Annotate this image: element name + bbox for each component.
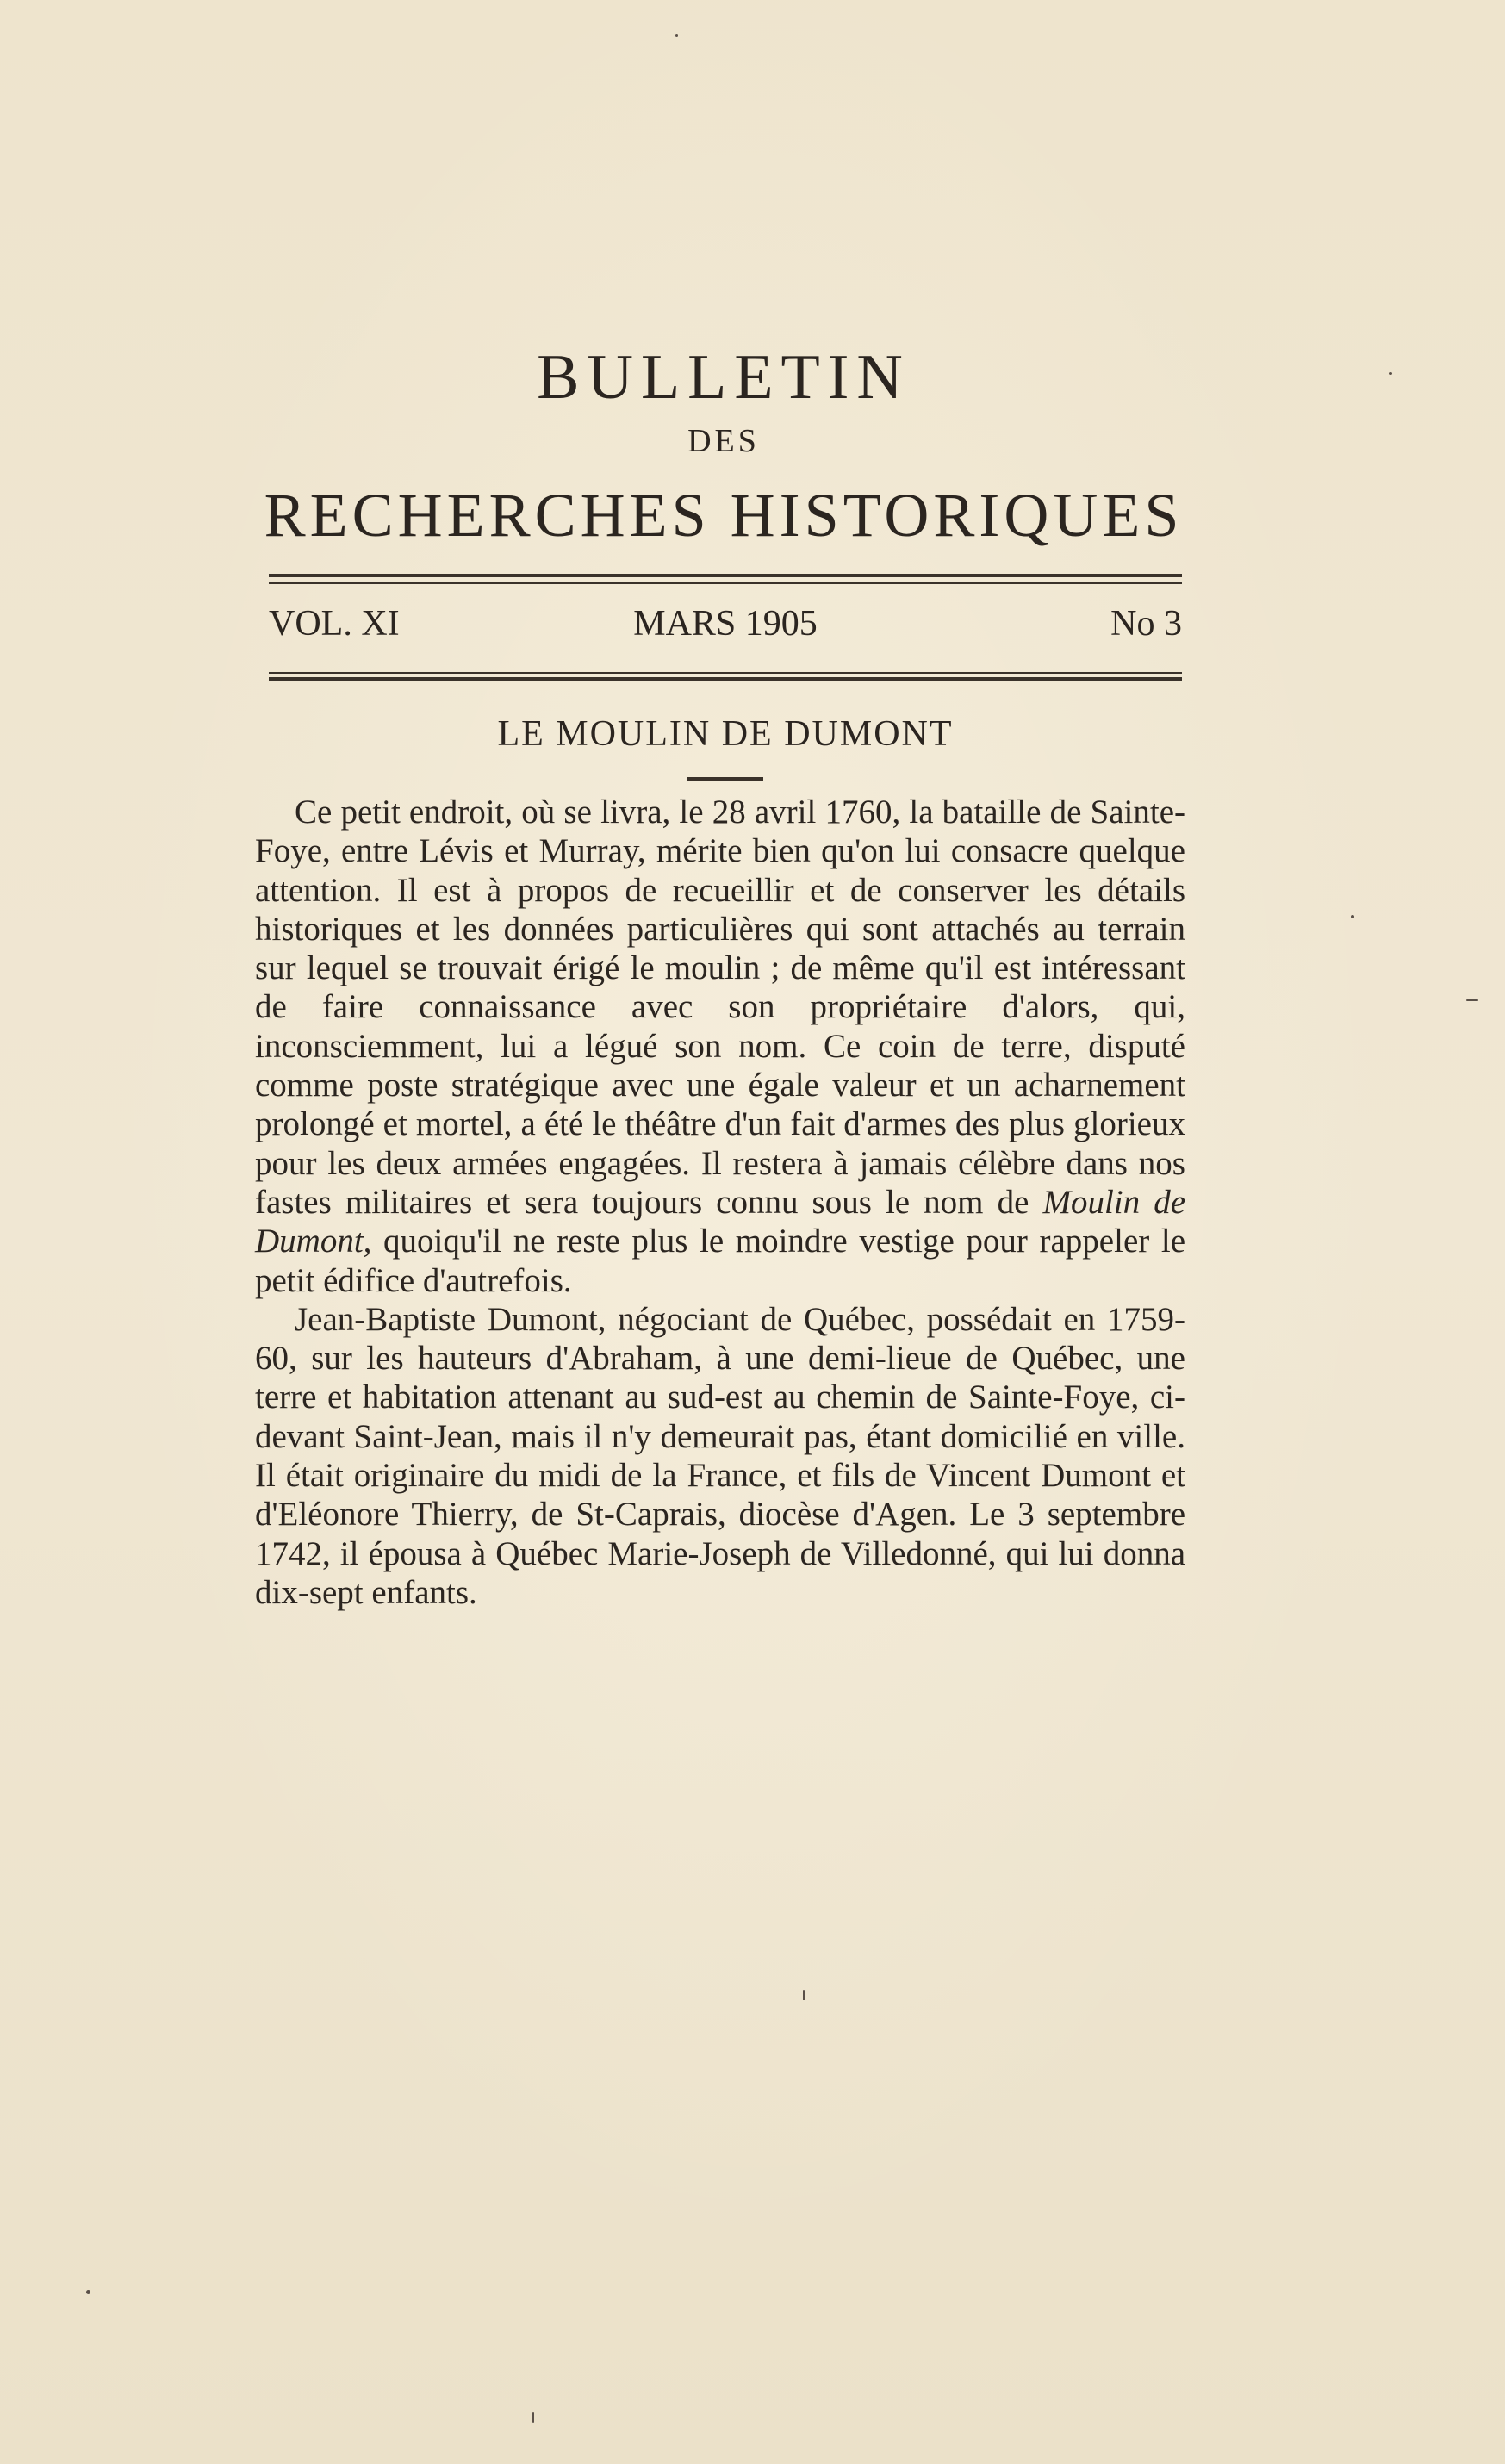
paper-speck: [1466, 999, 1478, 1001]
top-double-rule-thick: [269, 574, 1182, 577]
journal-title: BULLETIN: [537, 342, 911, 413]
article-body: [255, 793, 1185, 1612]
issue-info-line: [269, 598, 1182, 650]
volume-label: VOL. XI: [269, 604, 400, 644]
paper-speck: [1351, 915, 1354, 918]
paper-speck: [532, 2412, 534, 2423]
journal-subtitle: RECHERCHES HISTORIQUES: [264, 481, 1184, 550]
bottom-double-rule-thick: [269, 677, 1182, 681]
paragraph-1-tail: quoiqu'il ne reste plus le moindre vestige pour rappeler le petit édifice d'autrefois.: [255, 1223, 1186, 1299]
paragraph-1-text: Ce petit endroit, où se livra, le 28 avril 1760, la bataille de Sainte-Foye, entre Lévis et Murray, mérite bien qu'on lui consacre quelque attention. Il est à propos de recueillir et de conserver les détails historiques et les données particulières qui sont attachés au terrain sur lequel se trouvait érigé le moulin ; de même qu'il est intéressant de faire connaissance avec son propriétaire d'alors, qui, inconsciemment, lui a légué son nom. Ce coin de terre, disputé comme poste stratégique avec une égale valeur et un acharnement prolongé et mortel, a été le théâtre d'un fait d'armes des plus glorieux pour les deux armées engagées. Il restera à jamais célèbre dans nos fastes militaires et sera toujours connu sous le nom de: [255, 793, 1185, 1221]
paper-speck: [803, 1990, 805, 2000]
journal-title-connector: DES: [687, 423, 760, 459]
paper-speck: [86, 2290, 90, 2294]
top-double-rule-thin: [269, 582, 1182, 584]
paragraph-1: [255, 793, 1185, 1300]
paragraph-2: Jean-Baptiste Dumont, négociant de Québec, possédait en 1759-60, sur les hauteurs d'Abraham, à une demi-lieue de Québec, une terre et habitation attenant au sud-est au chemin de Sainte-Foye, ci-devant Saint-Jean, mais il n'y demeurait pas, étant domicilié en ville. Il était originaire du midi de la France, et fils de Vincent Dumont et d'Eléonore Thierry, de St-Caprais, diocèse d'Agen. Le 3 septembre 1742, il épousa à Québec Marie-Joseph de Villedonné, qui lui donna dix-sept enfants.: [255, 1300, 1185, 1611]
article-title: LE MOULIN DE DUMONT: [497, 714, 954, 754]
issue-number: No 3: [1110, 604, 1182, 644]
title-separator-rule: [687, 777, 763, 781]
paper-speck: [675, 34, 678, 37]
paragraph-1-italic: Moulin de Dumont,: [255, 1183, 1186, 1260]
paper-speck: [1389, 372, 1392, 375]
issue-date: MARS 1905: [633, 604, 818, 644]
bottom-double-rule-thin: [269, 672, 1182, 674]
